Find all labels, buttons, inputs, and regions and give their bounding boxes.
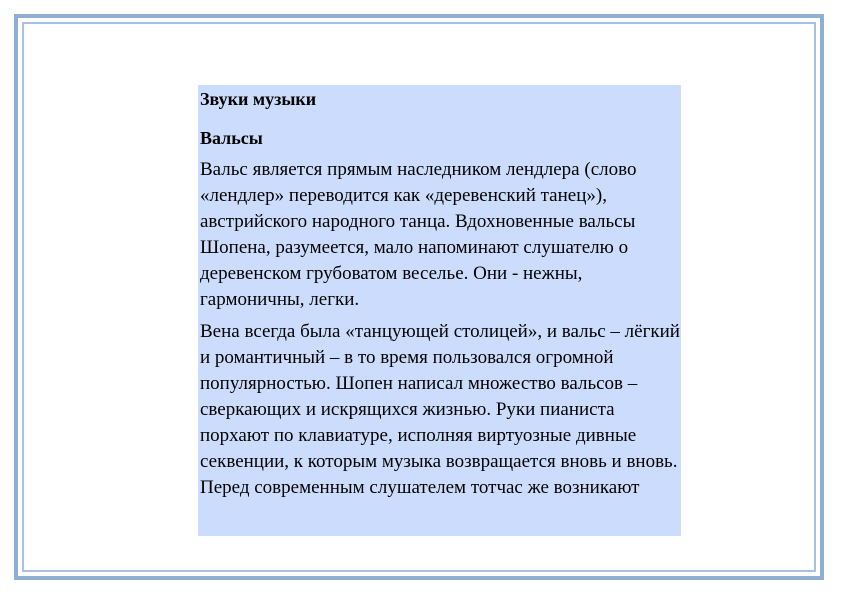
paragraph-2: Вена всегда была «танцующей столицей», и вальс – лёгкий и романтичный – в то время пользовался огромной популярностью. Шопен написал множество вальсов – сверкающих и искрящихся жизнью. Руки пианиста порхают по клавиатуре, исполняя виртуозные дивные секвенции, к которым музыка возвращается вновь и вновь. Перед современным слушателем тотчас же возникают (200, 321, 680, 498)
section-heading: Вальсы (200, 128, 263, 148)
text-content-box (198, 85, 681, 536)
paragraph-1: Вальс является прямым наследником лендлера (слово «лендлер» переводится как «деревенский танец»), австрийского народного танца. Вдохновенные вальсы Шопена, разумеется, мало напоминают слушателю о деревенском грубоватом веселье. Они - нежны, гармоничны, легки. (200, 159, 637, 310)
page-title: Звуки музыки (200, 89, 317, 109)
